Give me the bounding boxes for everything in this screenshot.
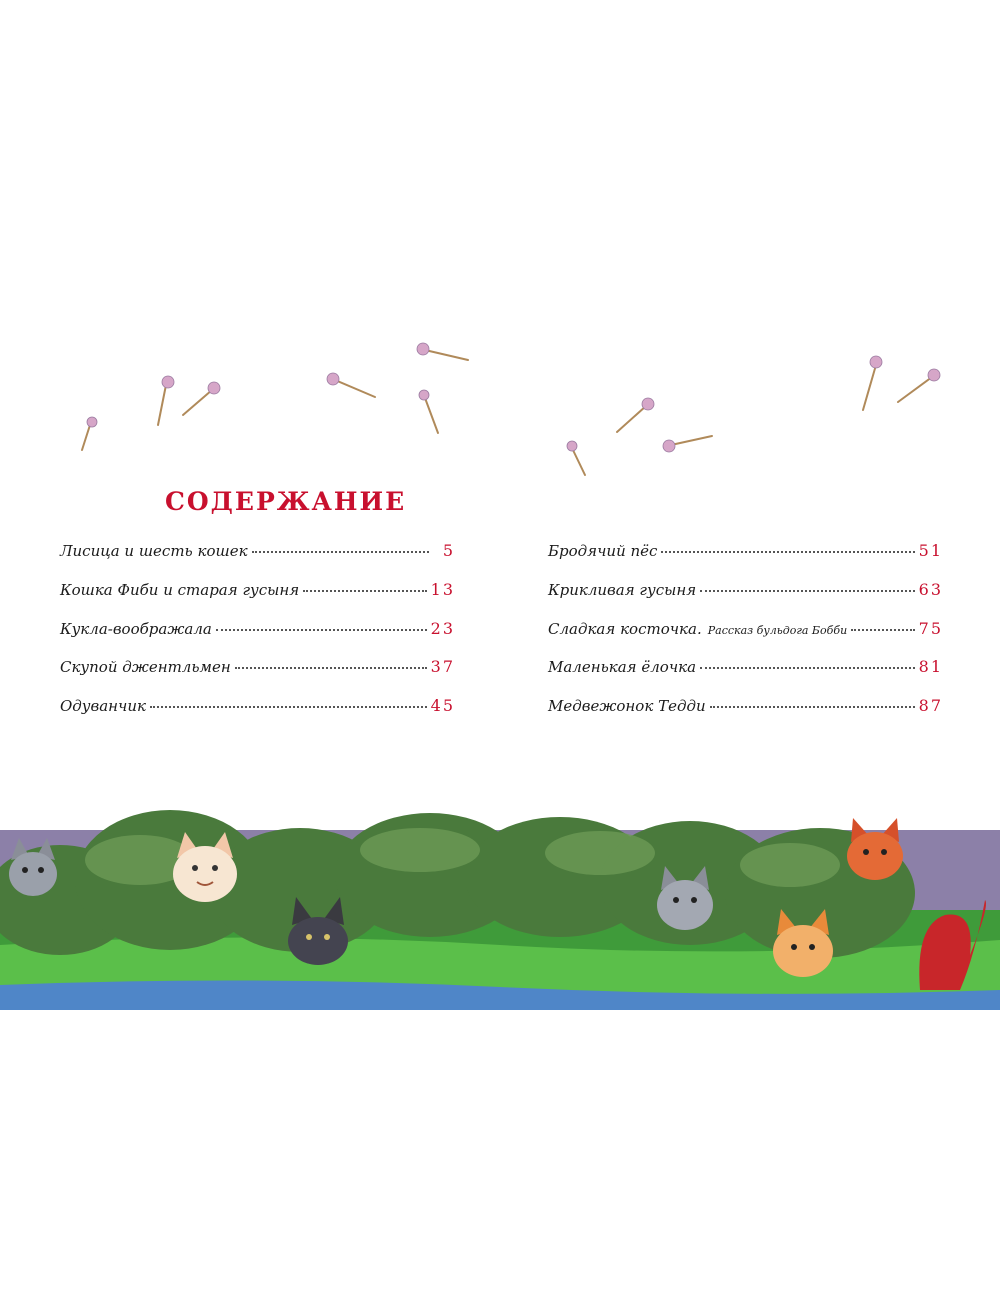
toc-entry[interactable] — [548, 541, 943, 580]
toc-entry[interactable] — [60, 619, 455, 658]
toc-page-number: 81 — [918, 657, 943, 677]
toc-entry-title: Маленькая ёлочка — [548, 658, 697, 677]
toc-page-number: 51 — [918, 541, 943, 560]
leader-dots — [303, 589, 426, 592]
toc-entry[interactable] — [548, 619, 943, 658]
toc-entry-title: Скупой джентльмен — [60, 658, 231, 677]
leader-dots — [235, 666, 427, 669]
toc-entry-title: Одуванчик — [60, 697, 147, 716]
toc-page-number: 23 — [430, 618, 455, 638]
toc-page-number: 75 — [918, 618, 943, 638]
toc-page-number: 63 — [918, 579, 943, 599]
toc-left-column — [60, 541, 455, 735]
toc-entry-subtitle: Рассказ бульдога Бобби — [707, 623, 848, 637]
toc-entry[interactable] — [548, 580, 943, 619]
leader-dots — [710, 705, 915, 708]
leader-dots — [661, 550, 914, 553]
leader-dots — [150, 705, 427, 708]
toc-title: СОДЕРЖАНИЕ — [165, 487, 407, 516]
toc-page-number: 13 — [430, 579, 455, 599]
toc-entry-title: Бродячий пёс — [548, 542, 658, 560]
leader-dots — [700, 589, 915, 592]
toc-entry-title: Кошка Фиби и старая гусыня — [60, 580, 300, 599]
toc-entry[interactable] — [60, 541, 455, 580]
leader-dots — [851, 628, 914, 631]
toc-entry-title: Сладкая косточка. — [548, 619, 702, 638]
toc-entry[interactable] — [60, 696, 455, 735]
toc-page-number: 87 — [918, 696, 943, 716]
toc-entry[interactable] — [548, 696, 943, 735]
leader-dots — [700, 666, 915, 669]
toc-entry-title: Крикливая гусыня — [548, 580, 697, 599]
toc-entry[interactable] — [60, 657, 455, 696]
toc-entry-title: Медвежонок Тедди — [548, 697, 706, 716]
toc-entry-title: Кукла-воображала — [60, 619, 212, 638]
toc-entry-title: Лисица и шесть кошек — [60, 542, 248, 560]
toc-page-number: 45 — [430, 696, 455, 716]
toc-right-column — [548, 541, 943, 735]
toc-entry[interactable] — [548, 657, 943, 696]
dandelion-seeds-icon — [0, 320, 1000, 490]
toc-entry[interactable] — [60, 580, 455, 619]
leader-dots — [216, 628, 427, 631]
leader-dots — [252, 550, 429, 553]
cats-in-hedge-illustration — [0, 805, 1000, 1010]
toc-page-number: 37 — [430, 657, 455, 677]
toc-page-number: 5 — [442, 541, 455, 560]
